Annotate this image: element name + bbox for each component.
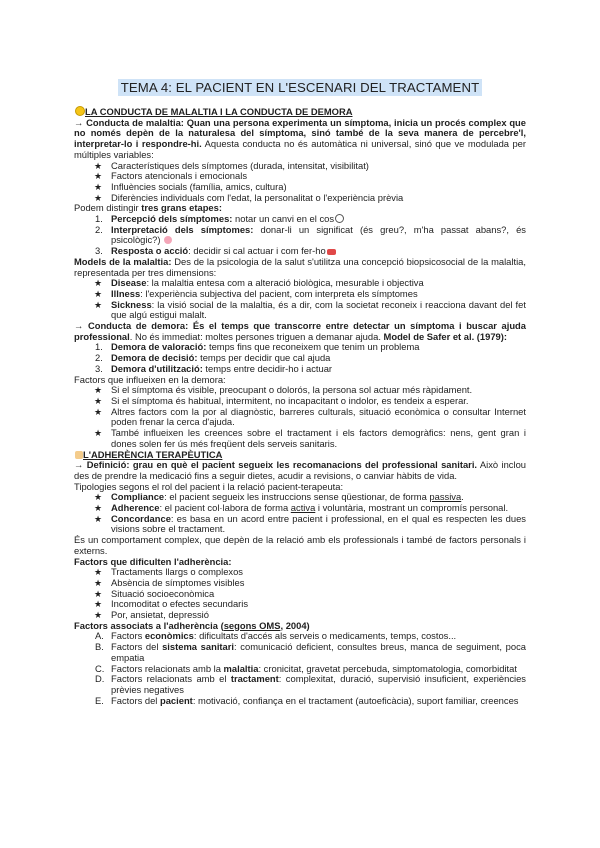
dificulten-list: [74, 567, 526, 621]
list-item: ★ Característiques dels símptomes (durada, intensitat, visibilitat): [74, 161, 526, 172]
brain-icon: [164, 236, 172, 244]
dimensions-list: [74, 278, 526, 321]
document-body: [74, 106, 526, 706]
list-item: ★ Si el símptoma és habitual, intermitent, no incapacitant o indolor, es tendeix a esperar.: [74, 396, 526, 407]
raised-hand-icon: [75, 451, 83, 459]
list-item: ★ Situació socioeconòmica: [74, 589, 526, 600]
adherence-types-list: [74, 492, 526, 535]
arrow-icon: →: [74, 320, 84, 332]
section-heading-conducta: LA CONDUCTA DE MALALTIA I LA CONDUCTA DE DEMORA: [74, 106, 526, 118]
list-item: ★ Adherence: el pacient col·labora de forma activa i voluntària, mostrant un compromís personal.: [74, 503, 526, 514]
list-item: 1. Demora de valoració: temps fins que reconeixem que tenim un problema: [95, 341, 420, 353]
list-item: ★ Si el símptoma és visible, preocupant o dolorós, la persona sol actuar més ràpidament.: [74, 385, 526, 396]
demora-types-list: [74, 342, 526, 374]
list-item: ★ Concordance: es basa en un acord entre pacient i professional, en el qual es respecten les dues visions sobre el tractament.: [74, 514, 526, 535]
dificulten-heading: Factors que dificulten l'adherència:: [74, 555, 232, 567]
list-item: B. Factors del sistema sanitari: comunicació deficient, consultes breus, manca de seguiment, poca empatia: [95, 641, 526, 663]
types-intro: Tipologies segons el rol del pacient i la relació pacient-terapeuta:: [74, 480, 344, 492]
page-title-wrap: [0, 80, 600, 96]
associats-heading: Factors associats a l'adherència (segons OMS, 2004): [74, 619, 310, 631]
list-item: ★ Incomoditat o efectes secundaris: [74, 599, 526, 610]
list-item: ★ Sickness: la visió social de la malaltia, és a dir, com la societat reconeix i reacciona davant del fet que algú estigui malalt.: [74, 300, 526, 321]
arrow-icon: →: [74, 116, 84, 128]
section-heading-adherencia: L'ADHERÈNCIA TERAPÈUTICA: [74, 450, 526, 461]
complex-paragraph: És un comportament complex, que depèn de la relació amb els professionals i també de factors personals i externs.: [74, 534, 526, 556]
list-item: 1. Percepció dels símptomes: notar un canvi en el cos: [74, 214, 526, 225]
definicio-paragraph: → Definició: grau en què el pacient segueix les recomanacions del professional sanitari. Això inclou des de prendre la medicació fins a seguir dietes, acudir a revisions, o canviar hàbits de vida.: [74, 459, 526, 481]
list-item: ★ Compliance: el pacient segueix les instruccions sense qüestionar, de forma passiva.: [74, 492, 526, 503]
list-item: ★ Altres factors com la por al diagnòstic, barreres culturals, situació econòmica o consultar Internet poden frenar la cerca d'ajuda.: [74, 407, 526, 428]
models-paragraph: Models de la malaltia: Des de la psicologia de la salut s'utilitza una concepció biopsicosocial de la malaltia, representada per tres dimensions:: [74, 255, 526, 278]
list-item: ★ Influències socials (família, amics, cultura): [74, 182, 526, 193]
list-item: A. Factors econòmics: dificultats d'accés als serveis o medicaments, temps, costos...: [95, 630, 457, 642]
list-item: ★ Tractaments llargs o complexos: [74, 567, 526, 578]
list-item: ★ Absència de símptomes visibles: [74, 578, 526, 589]
associats-list: [74, 631, 526, 706]
page-title: TEMA 4: EL PACIENT EN L'ESCENARI DEL TRACTAMENT: [118, 79, 482, 96]
demora-factors-list: [74, 385, 526, 449]
list-item: ★ Factors atencionals i emocionals: [74, 171, 526, 182]
list-item: ★ Disease: la malaltia entesa com a alteració biològica, mesurable i objectiva: [74, 278, 526, 289]
list-item: ★ També influeixen les creences sobre el tractament i els factors demogràfics: nens, gent gran i dones solen fer ús més freqüent dels serveis sanitaris.: [74, 428, 526, 449]
conducta-malaltia-paragraph: → Conducta de malaltia: Quan una persona experimenta un símptoma, inicia un procés complex que no només depèn de la naturalesa del símptoma, sinó també de la seva manera de percebre'l, interpretar-lo i respondre-hi. Aquesta conducta no és automàtica ni universal, sinó que ve modulada per múltiples variables:: [74, 116, 527, 160]
list-item: ★ Illness: l'experiència subjectiva del pacient, com interpreta els símptomes: [74, 289, 526, 300]
eyes-icon: [335, 214, 344, 223]
list-item: 2. Demora de decisió: temps per decidir que cal ajuda: [95, 352, 331, 364]
list-item: E. Factors del pacient: motivació, confiança en el tractament (autoeficàcia), suport familiar, creences: [95, 694, 519, 706]
arrow-icon: →: [74, 459, 84, 471]
list-item: 2. Interpretació dels símptomes: donar-li un significat (és greu?, m'ha passat abans?, és psicològic?): [95, 223, 526, 246]
variables-list: [74, 161, 526, 204]
conducta-demora-paragraph: → Conducta de demora: És el temps que transcorre entre detectar un símptoma i buscar ajuda professional. No és immediat: moltes persones triguen a demanar ajuda. Model de Safer et al. (1979):: [74, 320, 526, 342]
list-item: 3. Demora d'utilització: temps entre decidir-ho i actuar: [95, 362, 333, 374]
list-item: C. Factors relacionats amb la malaltia: cronicitat, gravetat percebuda, simptomatologia, comorbiditat: [95, 662, 517, 674]
list-item: ★ Por, ansietat, depressió: [74, 610, 526, 621]
stages-intro: Podem distingir tres grans etapes:: [74, 202, 222, 214]
list-item: ★ Diferències individuals com l'edat, la personalitat o l'experiència prèvia: [74, 193, 526, 204]
grimace-face-icon: [75, 106, 85, 116]
stages-list: [74, 214, 526, 257]
factors-intro: Factors que influeixen en la demora:: [74, 373, 226, 385]
ambulance-icon: [327, 249, 336, 255]
list-item: 3. Resposta o acció: decidir si cal actuar i com fer-ho: [74, 246, 526, 257]
list-item: D. Factors relacionats amb el tractament: complexitat, duració, supervisió insuficient, experiències prèvies negatives: [95, 673, 526, 695]
